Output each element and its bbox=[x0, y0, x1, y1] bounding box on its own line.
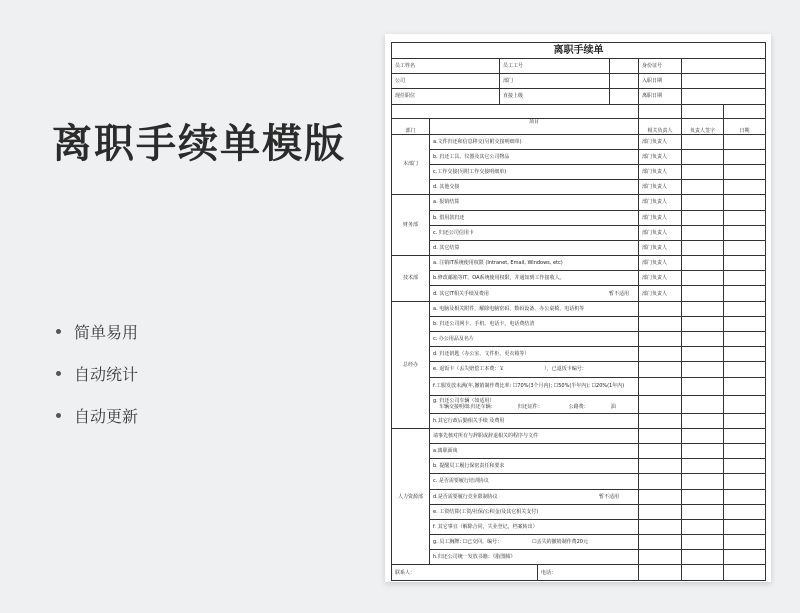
header-date: 日期 bbox=[724, 118, 766, 134]
date-cell[interactable] bbox=[724, 459, 766, 474]
contact-field[interactable]: 联系人： bbox=[392, 565, 538, 580]
item-text: ），已退饭卡编号： bbox=[544, 366, 587, 373]
date-cell[interactable] bbox=[724, 489, 766, 504]
item-cell: b. 归还工具、仪器及其它公司物品 bbox=[430, 149, 639, 164]
owner-cell: 部门负责人 bbox=[639, 134, 682, 149]
signature-cell[interactable] bbox=[682, 210, 724, 225]
date-cell[interactable] bbox=[724, 149, 766, 164]
date-cell[interactable] bbox=[724, 134, 766, 149]
field-label: 现任职位 bbox=[392, 89, 500, 104]
signature-cell[interactable] bbox=[682, 180, 724, 195]
signature-cell[interactable] bbox=[682, 256, 724, 271]
owner-cell bbox=[639, 413, 682, 428]
owner-cell bbox=[639, 428, 682, 443]
date-cell[interactable] bbox=[724, 377, 766, 395]
field-value[interactable] bbox=[610, 59, 639, 74]
item-text: g. 员工胸牌: ☐已交回，编号： bbox=[433, 539, 503, 546]
owner-cell bbox=[639, 395, 682, 413]
owner-cell: 部门负责人 bbox=[639, 225, 682, 240]
field-label: 直接上级 bbox=[500, 89, 610, 104]
owner-cell: 部门负责人 bbox=[639, 180, 682, 195]
owner-cell bbox=[639, 362, 682, 377]
field-label: 员工工号 bbox=[500, 59, 610, 74]
owner-cell: 部门负责人 bbox=[639, 195, 682, 210]
item-cell: f.工服发放未满(年,撤销制作费比率: ☐70%(3个月内); ☐50%(半年内); ☐20%(1年内) bbox=[430, 377, 639, 395]
item-cell bbox=[430, 395, 639, 413]
dept-cell: 财务部 bbox=[392, 195, 430, 256]
item-cell: a. 注销IT系统使用权限 (Intranet, Email, Windows, etc) bbox=[430, 256, 639, 271]
field-label: 公司 bbox=[392, 74, 500, 89]
item-cell: b. 提醒员工履行保密责任和要求 bbox=[430, 459, 639, 474]
owner-cell: 部门负责人 bbox=[639, 271, 682, 286]
item-cell: a. 电脑及相关附件，解除电脑密码，数码设备、办公桌椅，电话机等 bbox=[430, 301, 639, 316]
field-label: 员工姓名 bbox=[392, 59, 500, 74]
signature-cell[interactable] bbox=[682, 347, 724, 362]
intro-cell: 请事先核对所有与辞职或辞退相关的程序与文件 bbox=[430, 428, 639, 443]
item-cell: a.文件归还和信息移交(另附交接明细单) bbox=[430, 134, 639, 149]
header-item: 项目 bbox=[430, 118, 639, 134]
owner-cell bbox=[639, 474, 682, 489]
item-text: 油 bbox=[610, 404, 616, 411]
item-text: 公路费： bbox=[568, 404, 589, 411]
date-cell[interactable] bbox=[724, 535, 766, 550]
date-cell[interactable] bbox=[724, 362, 766, 377]
item-cell: d. 归还钥匙（办公室、文件柜、更衣箱等） bbox=[430, 347, 639, 362]
item-cell: e. 工资结算(工资/社保/公积金/及其它相关支付) bbox=[430, 504, 639, 519]
dept-cell: 技术部 bbox=[392, 256, 430, 302]
signature-cell[interactable] bbox=[682, 535, 724, 550]
date-cell[interactable] bbox=[724, 164, 766, 179]
item-cell bbox=[430, 362, 639, 377]
date-cell[interactable] bbox=[724, 504, 766, 519]
owner-cell bbox=[639, 301, 682, 316]
item-cell: c. 归还公司信用卡 bbox=[430, 225, 639, 240]
bullet-icon bbox=[56, 371, 61, 376]
dept-cell: 人力资源部 bbox=[392, 428, 430, 565]
field-label: 身份证号 bbox=[639, 59, 682, 74]
signature-cell[interactable] bbox=[682, 225, 724, 240]
blank-cell bbox=[724, 104, 766, 118]
date-cell[interactable] bbox=[724, 240, 766, 255]
date-cell[interactable] bbox=[724, 286, 766, 301]
item-cell: h.归还公司统一发放书籍：《脂图腾》 bbox=[430, 550, 639, 565]
item-cell bbox=[430, 535, 639, 550]
signature-cell[interactable] bbox=[682, 286, 724, 301]
signature-cell[interactable] bbox=[682, 362, 724, 377]
item-cell: b. 借用款归还 bbox=[430, 210, 639, 225]
owner-cell bbox=[639, 316, 682, 331]
dept-cell: 总经办 bbox=[392, 301, 430, 428]
item-text: 归还证件： bbox=[517, 404, 543, 411]
date-cell[interactable] bbox=[724, 195, 766, 210]
item-cell: d. 其它结算 bbox=[430, 240, 639, 255]
signature-cell[interactable] bbox=[682, 474, 724, 489]
signature-cell[interactable] bbox=[682, 149, 724, 164]
date-cell[interactable] bbox=[724, 332, 766, 347]
form-title: 离职手续单 bbox=[392, 43, 766, 59]
field-value[interactable] bbox=[682, 59, 766, 74]
item-text: 车辆交接明细:归还车辆： bbox=[439, 404, 496, 411]
owner-cell bbox=[639, 535, 682, 550]
blank-cell bbox=[682, 104, 724, 118]
date-cell[interactable] bbox=[724, 301, 766, 316]
resignation-form bbox=[391, 42, 766, 581]
signature-cell[interactable] bbox=[682, 550, 724, 565]
date-cell[interactable] bbox=[724, 428, 766, 443]
date-cell[interactable] bbox=[724, 519, 766, 534]
item-cell: a.离职面谈 bbox=[430, 443, 639, 458]
item-text: d.是否需要履行竞业限制协议 bbox=[433, 493, 498, 500]
signature-cell[interactable] bbox=[682, 316, 724, 331]
signature-cell[interactable] bbox=[682, 459, 724, 474]
field-value[interactable] bbox=[610, 89, 639, 104]
item-text: g. 归还公司车辆（如适用） bbox=[433, 398, 495, 405]
item-cell: d. 其他交接 bbox=[430, 180, 639, 195]
date-cell[interactable] bbox=[724, 271, 766, 286]
form-document bbox=[385, 34, 771, 582]
owner-cell bbox=[639, 504, 682, 519]
field-label: 部门 bbox=[500, 74, 610, 89]
date-cell[interactable] bbox=[724, 550, 766, 565]
field-value[interactable] bbox=[682, 74, 766, 89]
owner-cell bbox=[639, 347, 682, 362]
feature-item: 自动统计 bbox=[56, 352, 138, 394]
owner-cell bbox=[639, 459, 682, 474]
signature-cell[interactable] bbox=[682, 489, 724, 504]
date-cell[interactable] bbox=[724, 316, 766, 331]
signature-cell[interactable] bbox=[682, 504, 724, 519]
item-cell: b.修改邮箱等IT、OA系统使用权限，并通知到工作接收人。 bbox=[430, 271, 639, 286]
date-cell[interactable] bbox=[724, 413, 766, 428]
item-text: d. 其它IT相关手续及费用 bbox=[433, 290, 489, 297]
blank-cell bbox=[724, 565, 766, 580]
note-text: 暂不适用 bbox=[608, 290, 629, 297]
field-value[interactable] bbox=[610, 74, 639, 89]
owner-cell bbox=[639, 332, 682, 347]
owner-cell bbox=[639, 443, 682, 458]
field-label: 入职日期 bbox=[639, 74, 682, 89]
item-cell: c.工作交接(另附工作交接明细单) bbox=[430, 164, 639, 179]
item-cell: b. 归还公司网卡、手机、电话卡、电话费结清 bbox=[430, 316, 639, 331]
owner-cell bbox=[639, 377, 682, 395]
item-text: ☐丢失的撤销制作费20元 bbox=[532, 539, 588, 546]
item-cell: a. 报销结算 bbox=[430, 195, 639, 210]
date-cell[interactable] bbox=[724, 347, 766, 362]
page-title: 离职手续单模版 bbox=[52, 121, 346, 167]
note-text: 暂不适用 bbox=[598, 493, 619, 500]
dept-cell: 本部门 bbox=[392, 134, 430, 195]
date-cell[interactable] bbox=[724, 180, 766, 195]
date-cell[interactable] bbox=[724, 474, 766, 489]
signature-cell[interactable] bbox=[682, 332, 724, 347]
blank-cell bbox=[392, 104, 639, 118]
date-cell[interactable] bbox=[724, 395, 766, 413]
owner-cell bbox=[639, 550, 682, 565]
date-cell[interactable] bbox=[724, 210, 766, 225]
signature-cell[interactable] bbox=[682, 395, 724, 413]
field-value[interactable] bbox=[682, 89, 766, 104]
owner-cell: 部门负责人 bbox=[639, 210, 682, 225]
owner-cell bbox=[639, 519, 682, 534]
owner-cell bbox=[639, 489, 682, 504]
signature-cell[interactable] bbox=[682, 195, 724, 210]
signature-cell[interactable] bbox=[682, 519, 724, 534]
owner-cell: 部门负责人 bbox=[639, 149, 682, 164]
item-text: e. 退饭卡（丢失赔偿工本费：￥ bbox=[433, 366, 505, 373]
phone-field[interactable]: 电话： bbox=[538, 565, 639, 580]
signature-cell[interactable] bbox=[682, 301, 724, 316]
signature-cell[interactable] bbox=[682, 377, 724, 395]
blank-cell bbox=[639, 104, 682, 118]
feature-item: 简单易用 bbox=[56, 310, 138, 352]
field-label: 离职日期 bbox=[639, 89, 682, 104]
item-cell: f. 其它事宜（解除合同，失业登记，档案转出） bbox=[430, 519, 639, 534]
bullet-icon bbox=[56, 413, 61, 418]
owner-cell: 部门负责人 bbox=[639, 286, 682, 301]
item-cell: c. 是否需要履行培训协议 bbox=[430, 474, 639, 489]
bullet-icon bbox=[56, 329, 61, 334]
date-cell[interactable] bbox=[724, 225, 766, 240]
signature-cell[interactable] bbox=[682, 134, 724, 149]
owner-cell: 部门负责人 bbox=[639, 256, 682, 271]
feature-item: 自动更新 bbox=[56, 394, 138, 436]
signature-cell[interactable] bbox=[682, 413, 724, 428]
signature-cell[interactable] bbox=[682, 164, 724, 179]
signature-cell[interactable] bbox=[682, 240, 724, 255]
signature-cell[interactable] bbox=[682, 428, 724, 443]
signature-cell[interactable] bbox=[682, 271, 724, 286]
blank-cell bbox=[639, 565, 682, 580]
blank-cell bbox=[682, 565, 724, 580]
item-cell bbox=[430, 489, 639, 504]
date-cell[interactable] bbox=[724, 443, 766, 458]
feature-list bbox=[56, 310, 138, 436]
item-cell bbox=[430, 286, 639, 301]
item-cell: h.其它行政后勤相关手续 及费用 bbox=[430, 413, 639, 428]
header-dept: 部门 bbox=[392, 118, 430, 134]
header-sign: 负责人签字 bbox=[682, 118, 724, 134]
owner-cell: 部门负责人 bbox=[639, 164, 682, 179]
signature-cell[interactable] bbox=[682, 443, 724, 458]
date-cell[interactable] bbox=[724, 256, 766, 271]
owner-cell: 部门负责人 bbox=[639, 240, 682, 255]
left-panel bbox=[0, 0, 385, 613]
header-owner: 相关负责人 bbox=[639, 118, 682, 134]
item-cell: c. 办公用品及名片 bbox=[430, 332, 639, 347]
